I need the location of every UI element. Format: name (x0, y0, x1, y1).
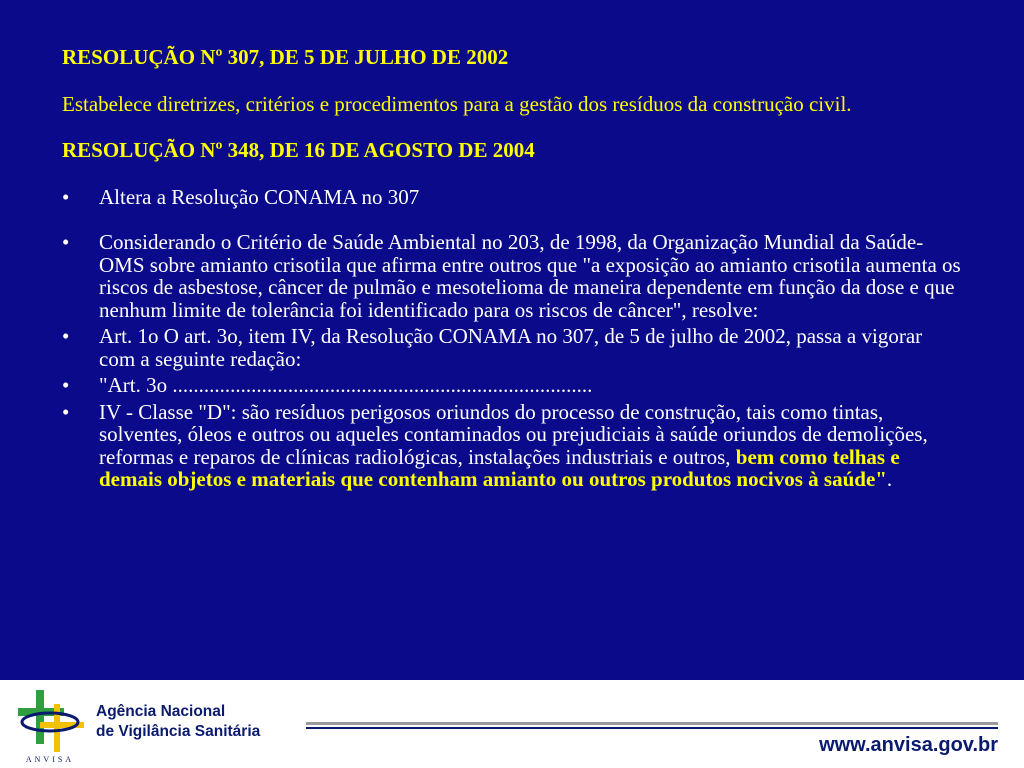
agency-name-line-2: de Vigilância Sanitária (96, 723, 261, 740)
bullet-item (62, 325, 962, 370)
bullet-text: Altera a Resolução CONAMA no 307 (99, 184, 420, 209)
bullet-marker: • (62, 373, 70, 397)
asbestos-highlight: bem como telhas e demais objetos e materiais que contenham amianto ou outros produtos nocivos à saúde" (99, 444, 900, 491)
resolution-307-description: Estabelece diretrizes, critérios e procedimentos para a gestão dos resíduos da construção civil. (62, 91, 852, 116)
footer-divider-gray (306, 722, 998, 725)
footer (0, 680, 1024, 768)
bullet-marker: • (62, 230, 70, 254)
bullet-marker: • (62, 324, 70, 348)
bullet-item (62, 231, 962, 321)
slide-content (62, 46, 962, 491)
resolution-307-heading: RESOLUÇÃO Nº 307, DE 5 DE JULHO DE 2002 (62, 45, 509, 69)
bullet-text: "Art. 3o ................................................................................ (99, 373, 593, 397)
logo-green-cross-vertical (36, 690, 44, 744)
logo-wordmark: ANVISA (25, 755, 75, 764)
sentence-end: . (886, 467, 893, 491)
resolution-348-heading: RESOLUÇÃO Nº 348, DE 16 DE AGOSTO DE 2004 (62, 138, 535, 162)
agency-name (96, 702, 260, 742)
anvisa-logo (14, 688, 86, 764)
bullet-marker: • (62, 184, 70, 209)
class-d-text: IV - Classe "D": são resíduos perigosos oriundos do processo de construção, tais como tintas, solventes, óleos e outros ou aqueles contaminados ou prejudiciais à saúde oriundos de demolições, reformas e reparos de clínicas radiológicas, instalações industriais e outros, (99, 399, 928, 469)
bullet-item (62, 186, 962, 209)
agency-name-line-1: Agência Nacional (96, 703, 226, 720)
bullet-item (62, 374, 962, 397)
bullet-text: Considerando o Critério de Saúde Ambiental no 203, de 1998, da Organização Mundial da Saúde-OMS sobre amianto crisotila que afirma entre outros que "a exposição ao amianto crisotila aumenta os riscos de asbestose, câncer de pulmão e mesotelioma de maneira dependente em função da dose e que nenhum limite de tolerância foi identificado para os riscos de câncer", resolve: (99, 230, 961, 322)
bullet-text (99, 401, 962, 491)
bullet-item (62, 401, 962, 491)
footer-divider-blue (306, 727, 998, 729)
bullet-text: Art. 1o O art. 3o, item IV, da Resolução CONAMA no 307, de 5 de julho de 2002, passa a vigorar com a seguinte redação: (99, 324, 923, 371)
bullet-marker: • (62, 399, 70, 424)
website-url: www.anvisa.gov.br (819, 734, 998, 756)
